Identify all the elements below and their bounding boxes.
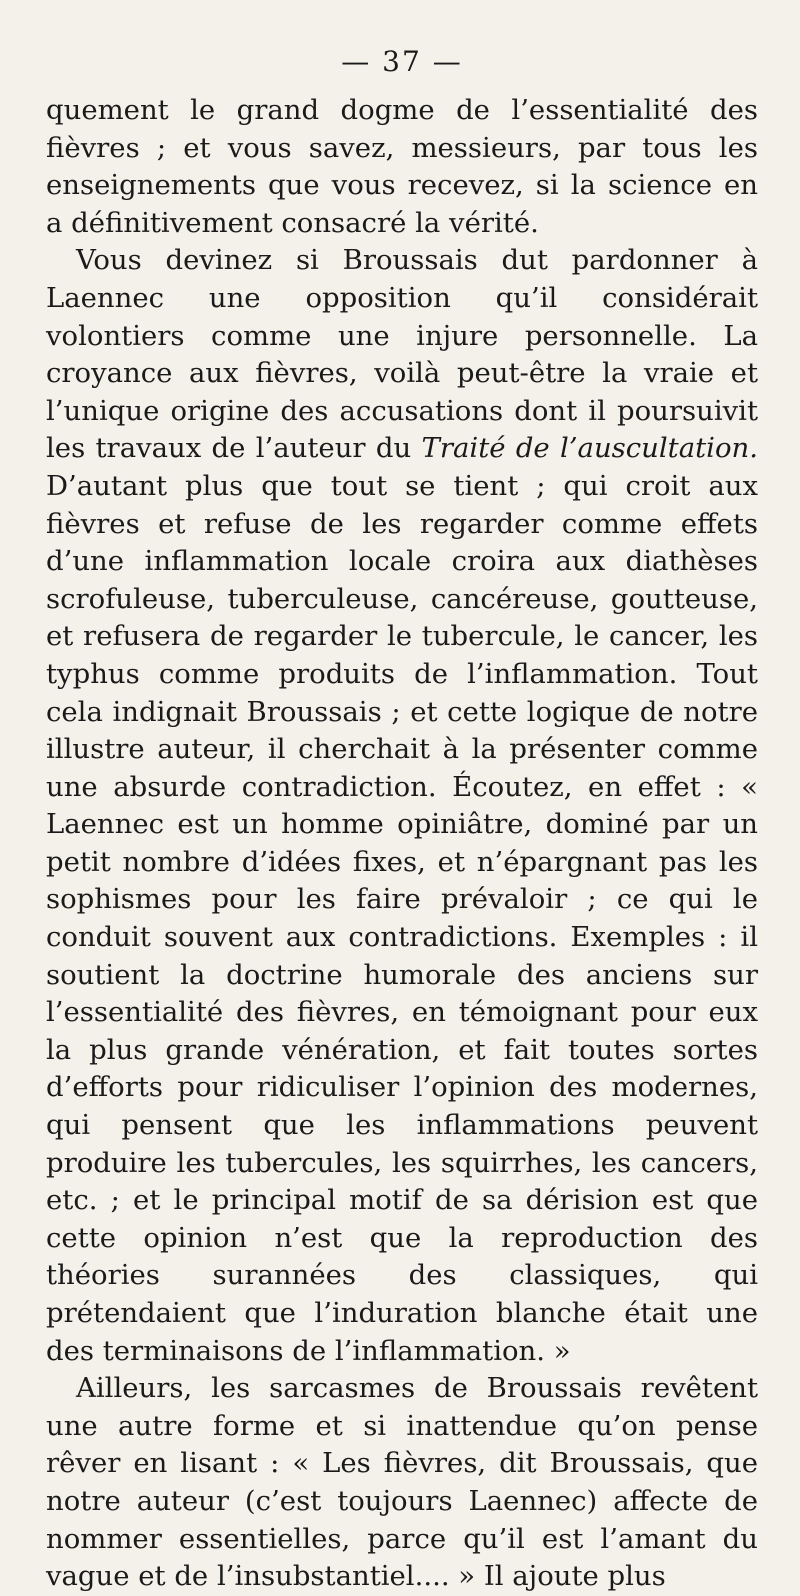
page-number: — 37 —: [341, 45, 463, 78]
paragraph-2: [46, 242, 758, 1370]
paragraph-1: quement le grand dogme de l’essentialité des fièvres ; et vous savez, messieurs, par tous les enseignements que vous recevez, si la science en a définitivement consacré la vérité.: [46, 94, 758, 239]
paragraph-2-text-after: D’autant plus que tout se tient ; qui croit aux fièvres et refuse de les regarder comme effets d’une inflammation locale croira aux diathèses scrofuleuse, tuberculeuse, cancéreuse, goutteuse, et refusera de regarder le tubercule, le cancer, les typhus comme produits de l’inflammation. Tout cela indignait Broussais ; et cette logique de notre illustre auteur, il cherchait à la présenter comme une absurde contradiction. Écoutez, en effet : « Laennec est un homme opiniâtre, dominé par un petit nombre d’idées fixes, et n’épargnant pas les sophismes pour les faire prévaloir ; ce qui le conduit souvent aux contradictions. Exemples : il soutient la doctrine humorale des anciens sur l’essentialité des fièvres, en témoignant pour eux la plus grande vénération, et fait toutes sortes d’efforts pour ridiculiser l’opinion des modernes, qui pensent que les inflammations peuvent produire les tubercules, les squirrhes, les cancers, etc. ; et le principal motif de sa dérision est que cette opinion n’est que la reproduction des théories surannées des classiques, qui prétendaient que l’induration blanche était une des terminaisons de l’inflammation. »: [46, 469, 758, 1367]
book-title-italic: Traité de l’auscultation.: [421, 432, 758, 465]
paragraph-3: Ailleurs, les sarcasmes de Broussais revêtent une autre forme et si inattendue qu’on pense rêver en lisant : « Les fièvres, dit Broussais, que notre auteur (c’est toujours Laennec) affecte de nommer essentielles, parce qu’il est l’amant du vague et de l’insubstantiel.... » Il ajoute plus: [46, 1372, 758, 1593]
paragraph-2-text-before: Vous devinez si Broussais dut pardonner à Laennec une opposition qu’il considérait volontiers comme une injure personnelle. La croyance aux fièvres, voilà peut-être la vraie et l’unique origine des accusations dont il poursuivit les travaux de l’auteur du: [46, 244, 758, 465]
